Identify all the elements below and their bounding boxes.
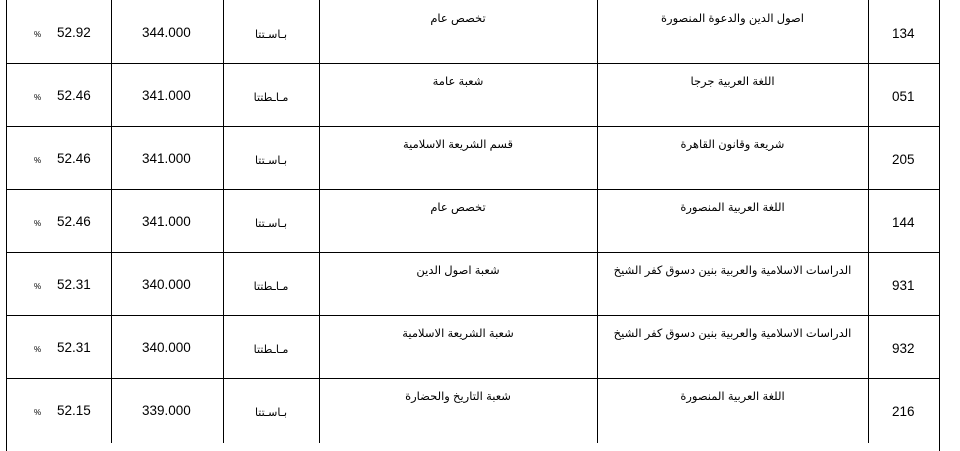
track-cell xyxy=(223,0,319,63)
percentage-value: 52.46 xyxy=(57,151,91,166)
faculty-name: اللغة العربية جرجا xyxy=(690,76,775,88)
score-value: 339.000 xyxy=(142,403,191,418)
code-cell xyxy=(868,126,940,189)
faculty-name: اللغة العربية المنصورة xyxy=(680,202,785,214)
faculty-cell xyxy=(597,0,868,63)
faculty-name: الدراسات الاسلامية والعربية بنين دسوق كفر الشيخ xyxy=(613,265,852,277)
faculty-cell xyxy=(597,63,868,126)
department-cell xyxy=(319,378,597,441)
score-value: 341.000 xyxy=(142,88,191,103)
track-cell xyxy=(223,126,319,189)
percent-sign: % xyxy=(34,408,42,417)
percentage-cell xyxy=(6,0,111,63)
faculty-code: 144 xyxy=(892,215,915,230)
track-cell xyxy=(223,63,319,126)
score-value: 344.000 xyxy=(142,25,191,40)
table-row xyxy=(6,63,940,126)
percentage-value: 52.15 xyxy=(57,403,91,418)
percent-sign: % xyxy=(34,156,42,165)
department-cell xyxy=(319,63,597,126)
score-cell xyxy=(111,189,223,252)
score-cell xyxy=(111,63,223,126)
percentage-cell xyxy=(6,315,111,378)
results-table xyxy=(6,0,940,451)
score-value: 341.000 xyxy=(142,151,191,166)
percent-sign: % xyxy=(34,219,42,228)
faculty-cell xyxy=(597,189,868,252)
department-name: شعبة اصول الدين xyxy=(416,265,500,277)
faculty-code: 134 xyxy=(892,26,915,41)
percent-sign: % xyxy=(34,93,42,102)
table-row xyxy=(6,126,940,189)
track-value: بـاسـتتا xyxy=(254,155,288,167)
percent-sign: % xyxy=(34,345,42,354)
percentage-value: 52.31 xyxy=(57,340,91,355)
table-row xyxy=(6,0,940,63)
track-value: بـاسـتتا xyxy=(254,218,288,230)
department-name: تخصص عام xyxy=(430,202,486,214)
department-cell xyxy=(319,0,597,63)
percentage-cell xyxy=(6,189,111,252)
faculty-cell xyxy=(597,126,868,189)
faculty-code: 205 xyxy=(892,152,915,167)
department-name: شعبة التاريخ والحضارة xyxy=(405,391,511,403)
department-cell xyxy=(319,126,597,189)
table-row xyxy=(6,252,940,315)
code-cell xyxy=(868,252,940,315)
faculty-code: 932 xyxy=(892,341,915,356)
code-cell xyxy=(868,315,940,378)
track-value: مـاـطتتا xyxy=(253,344,289,356)
code-cell xyxy=(868,63,940,126)
department-cell xyxy=(319,189,597,252)
percent-sign: % xyxy=(34,30,42,39)
faculty-code: 051 xyxy=(892,89,915,104)
code-cell xyxy=(868,378,940,441)
percentage-value: 52.92 xyxy=(57,25,91,40)
score-cell xyxy=(111,126,223,189)
faculty-cell xyxy=(597,252,868,315)
code-cell xyxy=(868,189,940,252)
score-cell xyxy=(111,0,223,63)
percentage-cell xyxy=(6,252,111,315)
score-value: 340.000 xyxy=(142,277,191,292)
faculty-cell xyxy=(597,315,868,378)
table-row xyxy=(6,315,940,378)
track-cell xyxy=(223,378,319,441)
faculty-name: شريعة وقانون القاهرة xyxy=(680,139,785,151)
score-value: 341.000 xyxy=(142,214,191,229)
track-cell xyxy=(223,252,319,315)
faculty-code: 216 xyxy=(892,404,915,419)
score-value: 340.000 xyxy=(142,340,191,355)
faculty-name: اللغة العربية المنصورة xyxy=(680,391,785,403)
department-name: قسم الشريعة الاسلامية xyxy=(402,139,514,151)
department-name: شعبة عامة xyxy=(432,76,484,88)
faculty-name: الدراسات الاسلامية والعربية بنين دسوق كفر الشيخ xyxy=(613,328,852,340)
percentage-cell xyxy=(6,126,111,189)
percentage-cell xyxy=(6,63,111,126)
percentage-value: 52.46 xyxy=(57,214,91,229)
department-name: شعبة الشريعة الاسلامية xyxy=(402,328,514,340)
track-value: بـاسـتتا xyxy=(254,29,288,41)
score-cell xyxy=(111,252,223,315)
faculty-name: اصول الدين والدعوة المنصورة xyxy=(661,13,804,25)
table-row xyxy=(6,378,940,441)
table-row xyxy=(6,189,940,252)
score-cell xyxy=(111,315,223,378)
percent-sign: % xyxy=(34,282,42,291)
percentage-cell xyxy=(6,378,111,441)
score-cell xyxy=(111,378,223,441)
faculty-cell xyxy=(597,378,868,441)
percentage-value: 52.46 xyxy=(57,88,91,103)
track-value: بـاسـتتا xyxy=(254,407,288,419)
track-cell xyxy=(223,315,319,378)
track-cell xyxy=(223,189,319,252)
faculty-code: 931 xyxy=(892,278,915,293)
track-value: مـاـطتتا xyxy=(253,92,289,104)
department-cell xyxy=(319,252,597,315)
percentage-value: 52.31 xyxy=(57,277,91,292)
department-cell xyxy=(319,315,597,378)
code-cell xyxy=(868,0,940,63)
department-name: تخصص عام xyxy=(430,13,486,25)
track-value: مـاـطتتا xyxy=(253,281,289,293)
